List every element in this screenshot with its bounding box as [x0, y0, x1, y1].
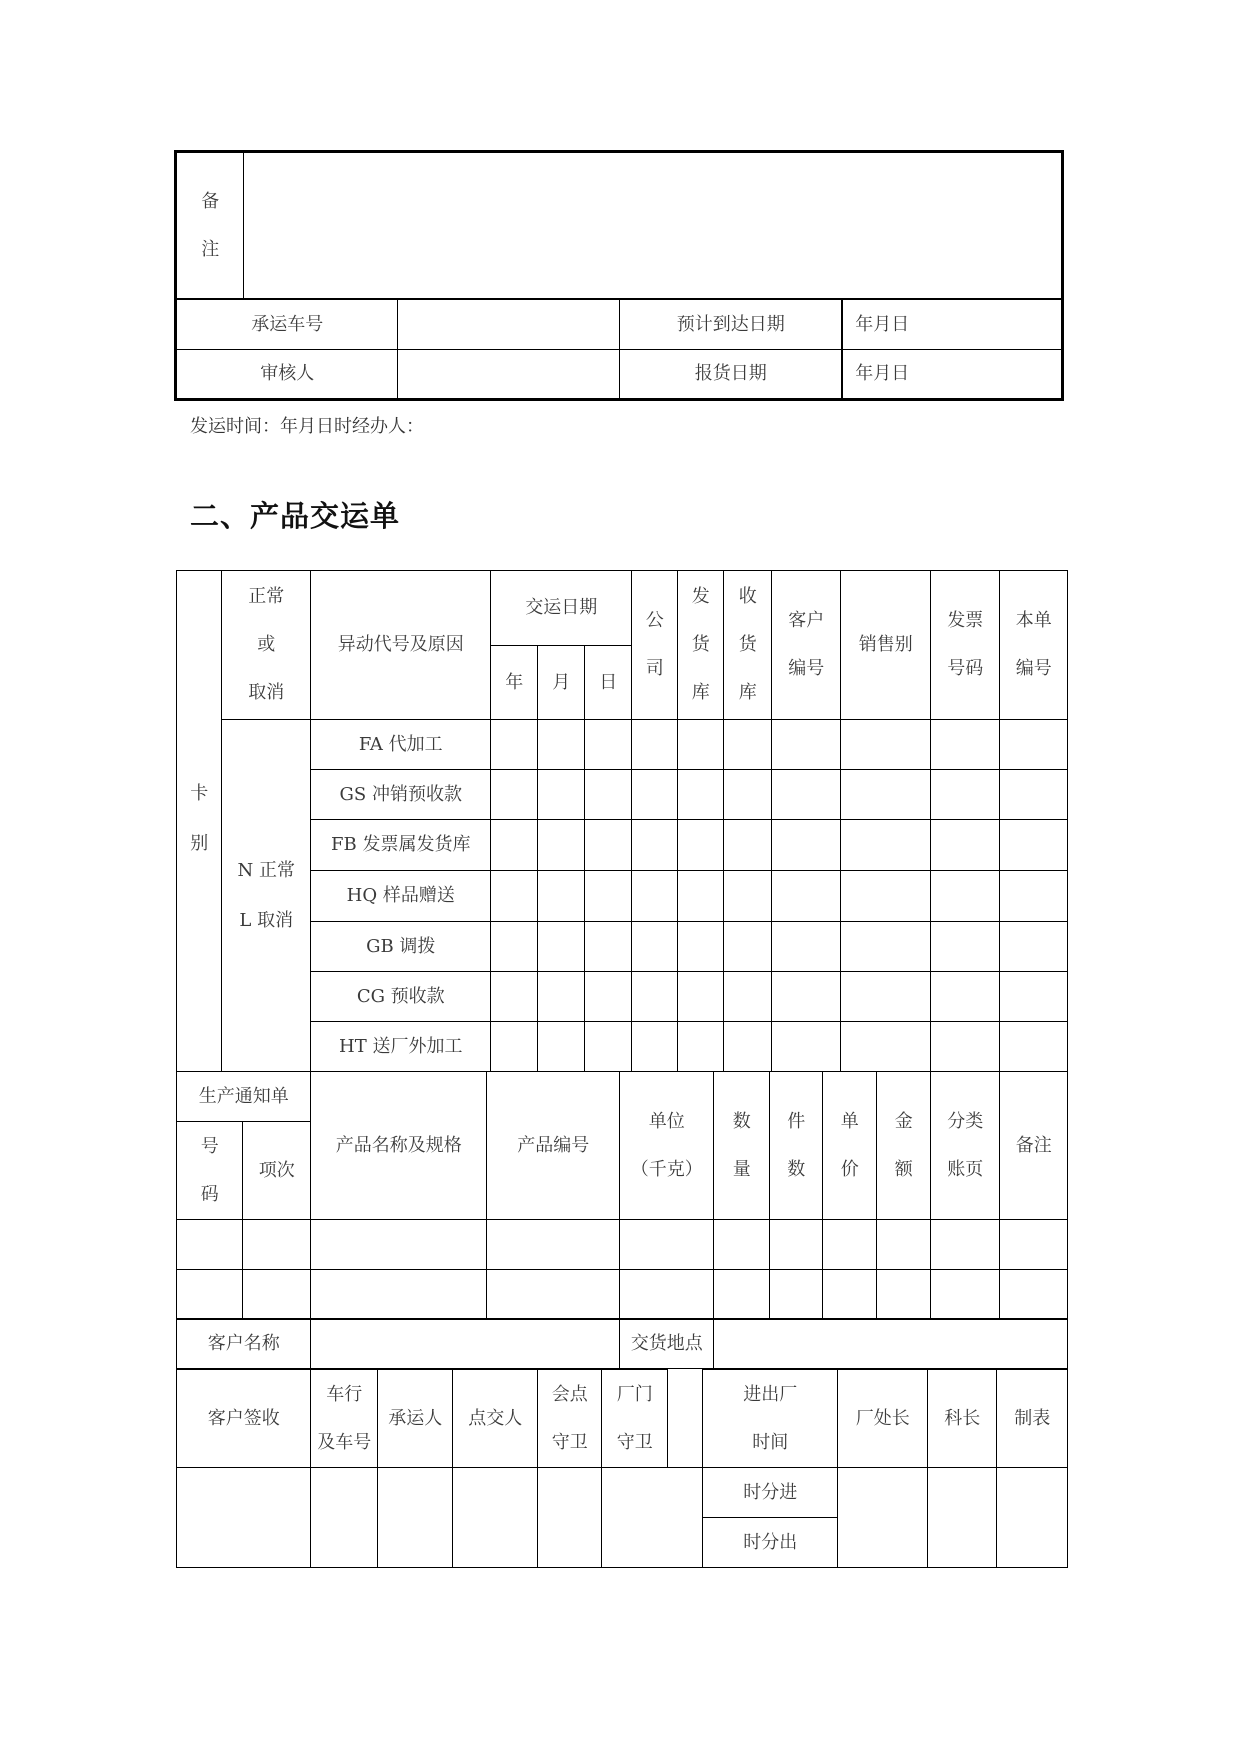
product-entry-cell[interactable]: [486, 1219, 620, 1270]
dispatch-note: 发运时间：年月日时经办人：: [190, 416, 424, 437]
header-text: 单位: [648, 1110, 685, 1132]
product-entry-cell[interactable]: [713, 1269, 770, 1320]
company-header: [631, 570, 678, 720]
header-text: 号: [200, 1135, 219, 1157]
product-entry-cell[interactable]: [930, 1269, 1000, 1320]
carrier-header: 承运人: [377, 1368, 453, 1468]
entry-cell[interactable]: [771, 870, 841, 922]
section-title: 二、产品交运单: [190, 499, 401, 533]
change-code-label: HT 送厂外加工: [310, 1021, 491, 1072]
notice-no-header: [176, 1121, 243, 1220]
header-text: 公: [645, 610, 664, 632]
unit-header: [619, 1071, 714, 1220]
entry-cell[interactable]: [677, 819, 724, 871]
change-code-label: FB 发票属发货库: [310, 819, 491, 871]
time-out-cell[interactable]: 时分出: [702, 1517, 838, 1568]
product-entry-cell[interactable]: [930, 1219, 1000, 1270]
header-text: 号码: [947, 658, 984, 680]
entry-cell[interactable]: [677, 719, 724, 770]
entry-cell[interactable]: [537, 769, 585, 820]
entry-cell[interactable]: [723, 769, 772, 820]
header-text: 件: [787, 1110, 806, 1132]
entry-cell[interactable]: [771, 819, 841, 871]
header-text: 或: [257, 634, 276, 656]
plant-manager-input[interactable]: [837, 1467, 928, 1568]
entry-cell[interactable]: [840, 921, 931, 972]
expected-arrival-input[interactable]: 年月日: [841, 298, 1064, 350]
customer-sign-input[interactable]: [176, 1467, 311, 1568]
product-entry-cell[interactable]: [769, 1219, 823, 1270]
product-entry-cell[interactable]: [310, 1219, 487, 1270]
card-type-label-1: 卡: [190, 783, 209, 805]
header-text: 编号: [1015, 658, 1052, 680]
entry-cell[interactable]: [840, 870, 931, 922]
product-no-header: 产品编号: [486, 1071, 620, 1220]
entry-cell[interactable]: [930, 870, 1000, 922]
prepared-by-input[interactable]: [996, 1467, 1068, 1568]
unit-price-header: [822, 1071, 877, 1220]
handover-input[interactable]: [452, 1467, 538, 1568]
gate-guard-input[interactable]: [601, 1467, 703, 1568]
change-code-label: GS 冲销预收款: [310, 769, 491, 820]
entry-cell[interactable]: [930, 971, 1000, 1022]
entry-cell[interactable]: [677, 870, 724, 922]
delivery-date-header: 交运日期: [490, 570, 632, 646]
product-entry-cell[interactable]: [999, 1219, 1068, 1270]
entry-cell[interactable]: [584, 971, 632, 1022]
entry-cell[interactable]: [584, 1021, 632, 1072]
entry-cell[interactable]: [631, 819, 678, 871]
entry-cell[interactable]: [930, 819, 1000, 871]
carrier-plate-label: 承运车号: [174, 298, 398, 350]
entry-cell[interactable]: [840, 971, 931, 1022]
entry-cell[interactable]: [999, 971, 1068, 1022]
entry-cell[interactable]: [999, 719, 1068, 770]
delivery-place-input[interactable]: [713, 1318, 1068, 1369]
recv-warehouse-header: [723, 570, 772, 720]
header-text: 货: [738, 634, 757, 656]
entry-cell[interactable]: [537, 1021, 585, 1072]
reviewer-label: 审核人: [174, 349, 398, 401]
header-text: 库: [738, 682, 757, 704]
section-chief-input[interactable]: [927, 1467, 997, 1568]
change-code-header: 异动代号及原因: [310, 570, 491, 720]
entry-cell[interactable]: [584, 769, 632, 820]
entry-cell[interactable]: [999, 1021, 1068, 1072]
header-text: 车行: [326, 1383, 363, 1405]
product-entry-cell[interactable]: [619, 1269, 714, 1320]
product-entry-cell[interactable]: [769, 1269, 823, 1320]
entry-cell[interactable]: [840, 769, 931, 820]
change-code-label: HQ 样品赠送: [310, 870, 491, 922]
entry-cell[interactable]: [537, 870, 585, 922]
delivery-place-label: 交货地点: [619, 1318, 714, 1369]
prepared-by-header: 制表: [996, 1368, 1068, 1468]
entry-cell[interactable]: [631, 719, 678, 770]
sales-type-header: 销售别: [840, 570, 931, 720]
entry-cell[interactable]: [490, 921, 538, 972]
entry-cell[interactable]: [723, 870, 772, 922]
quantity-header: [713, 1071, 770, 1220]
vehicle-header: [310, 1368, 378, 1468]
header-text: 及车号: [317, 1431, 372, 1453]
entry-cell[interactable]: [537, 971, 585, 1022]
section-chief-header: 科长: [927, 1368, 997, 1468]
entry-cell[interactable]: [723, 719, 772, 770]
header-text: 时间: [752, 1431, 789, 1453]
entry-cell[interactable]: [584, 870, 632, 922]
product-entry-cell[interactable]: [242, 1219, 311, 1270]
header-text: 进出厂: [743, 1383, 798, 1405]
product-entry-cell[interactable]: [176, 1219, 243, 1270]
change-code-label: GB 调拨: [310, 921, 491, 972]
header-text: 发: [691, 586, 710, 608]
remark-input[interactable]: [243, 150, 1064, 299]
entry-cell[interactable]: [677, 921, 724, 972]
entry-cell[interactable]: [771, 769, 841, 820]
report-date-label: 报货日期: [619, 349, 842, 401]
entry-cell[interactable]: [999, 769, 1068, 820]
customer-name-input[interactable]: [310, 1318, 620, 1369]
entry-cell[interactable]: [537, 819, 585, 871]
entry-cell[interactable]: [771, 971, 841, 1022]
date-year-header: 年: [490, 645, 538, 720]
entry-cell[interactable]: [490, 819, 538, 871]
meeting-guard-header: [537, 1368, 602, 1468]
entry-cell[interactable]: [723, 921, 772, 972]
header-text: 会点: [551, 1383, 588, 1405]
entry-cell[interactable]: [999, 870, 1068, 922]
header-text: 数: [732, 1110, 751, 1132]
plant-manager-header: 厂处长: [837, 1368, 928, 1468]
entry-cell[interactable]: [771, 1021, 841, 1072]
header-text: （千克）: [630, 1158, 703, 1180]
doc-no-header: [999, 570, 1068, 720]
remark-header: 备注: [999, 1071, 1068, 1220]
normal-or-cancel-header: [221, 570, 311, 720]
customer-sign-header: 客户签收: [176, 1368, 311, 1468]
notice-header: 生产通知单: [176, 1071, 311, 1122]
entry-cell[interactable]: [631, 921, 678, 972]
entry-cell[interactable]: [631, 1021, 678, 1072]
header-text: 厂门: [616, 1383, 653, 1405]
vehicle-input[interactable]: [310, 1467, 378, 1568]
entry-cell[interactable]: [677, 1021, 724, 1072]
entry-cell[interactable]: [840, 819, 931, 871]
customer-no-header: [771, 570, 841, 720]
entry-cell[interactable]: [537, 921, 585, 972]
change-code-label: CG 预收款: [310, 971, 491, 1022]
invoice-no-header: [930, 570, 1000, 720]
entry-cell[interactable]: [677, 971, 724, 1022]
pieces-header: [769, 1071, 823, 1220]
name-spec-header: 产品名称及规格: [310, 1071, 487, 1220]
in-out-time-header: [702, 1368, 838, 1468]
meeting-guard-input[interactable]: [537, 1467, 602, 1568]
header-text: 库: [691, 682, 710, 704]
header-text: 金: [894, 1110, 913, 1132]
header-text: 量: [732, 1158, 751, 1180]
header-text: 客户: [788, 610, 825, 632]
status-codes-cell: [221, 719, 311, 1072]
gate-guard-header: [601, 1368, 668, 1468]
entry-cell[interactable]: [490, 870, 538, 922]
entry-cell[interactable]: [999, 819, 1068, 871]
product-entry-cell[interactable]: [876, 1269, 931, 1320]
header-text: 收: [738, 586, 757, 608]
entry-cell[interactable]: [840, 719, 931, 770]
entry-cell[interactable]: [723, 1021, 772, 1072]
header-text: 单: [840, 1110, 859, 1132]
header-text: 取消: [248, 682, 285, 704]
customer-name-label: 客户名称: [176, 1318, 311, 1369]
product-entry-cell[interactable]: [822, 1269, 877, 1320]
report-date-input[interactable]: 年月日: [841, 349, 1064, 401]
entry-cell[interactable]: [631, 971, 678, 1022]
header-text: 正常: [248, 586, 285, 608]
header-text: 额: [894, 1158, 913, 1180]
header-text: 分类: [947, 1110, 984, 1132]
product-entry-cell[interactable]: [486, 1269, 620, 1320]
header-text: 守卫: [616, 1431, 653, 1453]
expected-arrival-label: 预计到达日期: [619, 298, 842, 350]
item-seq-header: 项次: [242, 1121, 311, 1220]
entry-cell[interactable]: [490, 769, 538, 820]
entry-cell[interactable]: [537, 719, 585, 770]
reviewer-input[interactable]: [397, 349, 620, 401]
header-text: 司: [645, 658, 664, 680]
entry-cell[interactable]: [930, 769, 1000, 820]
date-month-header: 月: [537, 645, 585, 720]
entry-cell[interactable]: [771, 719, 841, 770]
entry-cell[interactable]: [584, 719, 632, 770]
remark-label-2: 注: [201, 238, 220, 260]
status-code-normal: N 正常: [237, 859, 295, 881]
handover-header: 点交人: [452, 1368, 538, 1468]
entry-cell[interactable]: [631, 769, 678, 820]
entry-cell[interactable]: [584, 921, 632, 972]
date-day-header: 日: [584, 645, 632, 720]
carrier-plate-input[interactable]: [397, 298, 620, 350]
header-text: 数: [787, 1158, 806, 1180]
header-text: 发票: [947, 610, 984, 632]
change-code-label: FA 代加工: [310, 719, 491, 770]
entry-cell[interactable]: [930, 719, 1000, 770]
entry-cell[interactable]: [723, 971, 772, 1022]
product-entry-cell[interactable]: [176, 1269, 243, 1320]
header-text: 本单: [1015, 610, 1052, 632]
status-code-cancel: L 取消: [239, 909, 294, 931]
header-text: 守卫: [551, 1431, 588, 1453]
header-text: 货: [691, 634, 710, 656]
header-text: 编号: [788, 658, 825, 680]
amount-header: [876, 1071, 931, 1220]
entry-cell[interactable]: [723, 819, 772, 871]
card-type-label: [176, 769, 222, 869]
carrier-input[interactable]: [377, 1467, 453, 1568]
product-entry-cell[interactable]: [310, 1269, 487, 1320]
product-entry-cell[interactable]: [876, 1219, 931, 1270]
product-entry-cell[interactable]: [822, 1219, 877, 1270]
product-entry-cell[interactable]: [619, 1219, 714, 1270]
header-text: 账页: [947, 1158, 984, 1180]
header-text: 码: [200, 1183, 219, 1205]
entry-cell[interactable]: [930, 1021, 1000, 1072]
product-entry-cell[interactable]: [713, 1219, 770, 1270]
entry-cell[interactable]: [631, 870, 678, 922]
entry-cell[interactable]: [677, 769, 724, 820]
entry-cell[interactable]: [771, 921, 841, 972]
entry-cell[interactable]: [490, 971, 538, 1022]
product-entry-cell[interactable]: [242, 1269, 311, 1320]
ship-warehouse-header: [677, 570, 724, 720]
entry-cell[interactable]: [999, 921, 1068, 972]
entry-cell[interactable]: [840, 1021, 931, 1072]
entry-cell[interactable]: [490, 1021, 538, 1072]
entry-cell[interactable]: [584, 819, 632, 871]
entry-cell[interactable]: [930, 921, 1000, 972]
ledger-page-header: [930, 1071, 1000, 1220]
remark-label-cell: [174, 150, 244, 299]
header-text: 价: [840, 1158, 859, 1180]
entry-cell[interactable]: [490, 719, 538, 770]
product-entry-cell[interactable]: [999, 1269, 1068, 1320]
remark-label-1: 备: [201, 190, 220, 212]
time-in-cell[interactable]: 时分进: [702, 1467, 838, 1518]
card-type-label-2: 别: [190, 833, 209, 855]
